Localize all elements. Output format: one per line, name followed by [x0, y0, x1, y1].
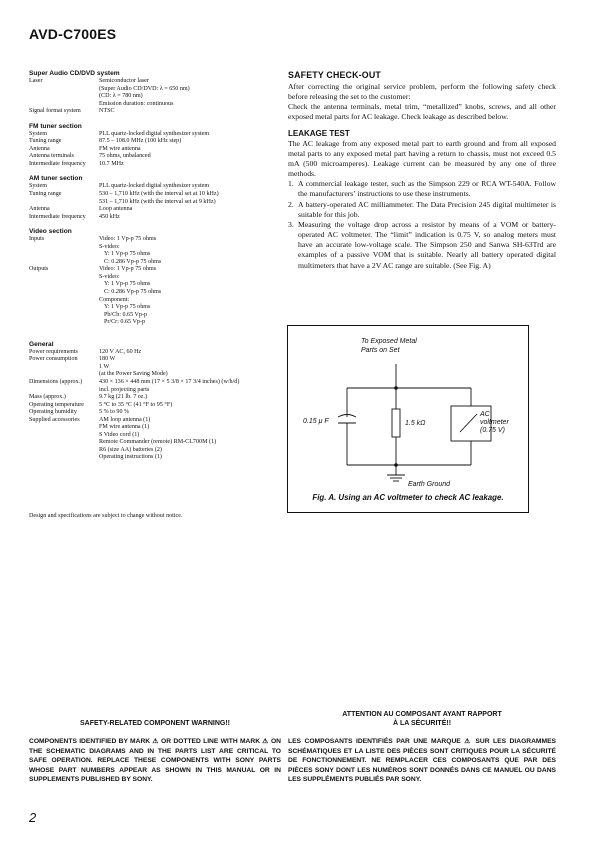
- section-title-am: AM tuner section: [29, 175, 83, 183]
- spec-value: [99, 138, 281, 146]
- spec-value: [99, 206, 281, 214]
- list-number: 1.: [288, 179, 294, 189]
- exposed-metal-label-2: Parts on Set: [361, 347, 400, 354]
- warning-title-fr: [288, 710, 556, 728]
- spec-value-line: 530 – 1,710 kHz (with the interval set at 10 kHz): [99, 191, 219, 198]
- spec-value: [99, 266, 281, 326]
- spec-value-line: Semiconductor laser: [99, 78, 149, 84]
- design-note: Design and specifications are subject to change without notice.: [29, 513, 183, 519]
- spec-label: Tuning range: [29, 191, 62, 198]
- spec-value-line: 430 × 136 × 448 mm (17 × 5 3/8 × 17 3/4 inches) (w/h/d): [99, 378, 240, 385]
- meter-label-1: AC: [480, 411, 490, 418]
- spec-value: [99, 108, 281, 116]
- spec-value-line: Video: 1 Vp-p 75 ohms: [99, 236, 157, 243]
- spec-row: [29, 379, 281, 394]
- ground-label: Earth Ground: [408, 481, 451, 488]
- spec-label: Antenna terminals: [29, 153, 74, 160]
- spec-value-line: 5 % to 90 %: [99, 409, 130, 416]
- spec-label: Tuning range: [29, 138, 62, 145]
- spec-row: [29, 183, 281, 191]
- spec-value: [99, 349, 281, 357]
- warning-title-fr-line-1: ATTENTION AU COMPOSANT AYANT RAPPORT: [342, 711, 502, 718]
- leakage-circuit-diagram: [288, 326, 528, 512]
- spec-label: Mass (approx.): [29, 394, 66, 401]
- spec-value-line: Remote Commander (remote) RM-CL700M (1): [99, 439, 217, 446]
- spec-value: [99, 183, 281, 191]
- list-item: [288, 220, 556, 271]
- spec-value-line: Y: 1 Vp-p 75 ohms: [104, 281, 151, 288]
- spec-label: Inputs: [29, 236, 45, 243]
- spec-value-line: 1 W: [99, 363, 110, 370]
- spec-value-line: incl. projecting parts: [99, 386, 150, 393]
- spec-value-line: Video: 1 Vp-p 75 ohms: [99, 266, 157, 273]
- spec-row: [29, 191, 281, 206]
- spec-value-line: 87.5 – 108.0 MHz (100 kHz step): [99, 138, 182, 145]
- spec-value-line: 120 V AC, 60 Hz: [99, 348, 142, 355]
- spec-label: Antenna: [29, 145, 50, 152]
- spec-row: [29, 78, 281, 108]
- page-number: 2: [29, 810, 37, 825]
- spec-value: [99, 153, 281, 161]
- spec-value-line: FM wire antenna (1): [99, 424, 150, 431]
- spec-row: [29, 356, 281, 379]
- section-title-sacd: Super Audio CD/DVD system: [29, 70, 120, 77]
- spec-value: [99, 236, 281, 266]
- spec-value-line: Operating instructions (1): [99, 454, 162, 461]
- list-text: A battery-operated AC milliammeter. The Data Precision 245 digital multimeter is suitable for this job.: [298, 199, 556, 219]
- safety-intro-2: Check the antenna terminals, metal trim, “metallized” knobs, screws, and all other exposed metal parts for AC leakage. Check leakage as described below.: [288, 102, 556, 122]
- spec-row: [29, 138, 281, 146]
- spec-value-line: Y: 1 Vp-p 75 ohms: [104, 304, 151, 311]
- spec-row: [29, 236, 281, 266]
- safety-checkout: [288, 70, 556, 271]
- spec-value: [99, 191, 281, 206]
- spec-value-line: S-video:: [99, 273, 120, 280]
- meter-label-3: (0.75 V): [480, 427, 505, 434]
- list-item: [288, 179, 556, 199]
- spec-value-line: Loop antenna: [99, 206, 133, 213]
- spec-label: Operating humidity: [29, 409, 77, 416]
- spec-label: Operating temperature: [29, 401, 84, 408]
- spec-row: [29, 409, 281, 417]
- spec-value-line: C: 0.286 Vp-p 75 ohms: [104, 289, 162, 296]
- spec-value-line: S-video:: [99, 243, 120, 250]
- spec-row: [29, 153, 281, 161]
- spec-value: [99, 356, 281, 379]
- warning-body-fr: LES COMPOSANTS IDENTIFIÉS PAR UNE MARQUE ⚠ SUR LES DIAGRAMMES SCHÉMATIQUES ET LA LISTE DES PIÈCES SONT CRITIQUES POUR LA SÉCURITÉ DE FONCTIONNEMENT. NE REMPLACER CES COMPOSANTS QUE PAR DES PIÈCES SONY DONT LES NUMÉROS SONT DONNÉS DANS CE MANUEL OU DANS LES SUPPLÉMENTS PUBLIÉS PAR SONY.: [288, 738, 556, 784]
- spec-value-line: 9.7 kg (21 lb. 7 oz.): [99, 394, 148, 401]
- spec-value-line: 531 – 1,710 kHz (with the interval set at 9 kHz): [99, 198, 216, 205]
- warning-title-fr-line-2: À LA SÉCURITÉ!!: [392, 720, 452, 727]
- spec-row: [29, 394, 281, 402]
- spec-label: Dimensions (approx.): [29, 378, 83, 385]
- section-title-general: General: [29, 340, 54, 348]
- list-number: 3.: [288, 219, 294, 229]
- spec-value: [99, 402, 281, 410]
- figure-caption: Fig. A. Using an AC voltmeter to check AC leakage.: [312, 493, 504, 502]
- spec-row: [29, 108, 281, 116]
- spec-value-line: (at the Power Saving Mode): [99, 371, 168, 378]
- resistor-label: 1.5 kΩ: [405, 420, 426, 427]
- spec-row: [29, 402, 281, 410]
- spec-value: [99, 146, 281, 154]
- section-title-fm: FM tuner section: [29, 122, 82, 130]
- spec-row: [29, 206, 281, 214]
- spec-value-line: Component:: [99, 296, 130, 303]
- spec-value: [99, 379, 281, 394]
- spec-value-line: (Super Audio CD/DVD: λ = 650 nm): [99, 85, 190, 92]
- spec-value-line: R6 (size AA) batteries (2): [99, 446, 162, 453]
- spec-label: Intermediate frequency: [29, 160, 86, 167]
- spec-label: Power requirements: [29, 348, 78, 355]
- spec-value-line: Y: 1 Vp-p 75 ohms: [104, 251, 151, 258]
- spec-value: [99, 394, 281, 402]
- spec-value-line: Pb/Cb: 0.65 Vp-p: [104, 311, 148, 318]
- section-title-video: Video section: [29, 228, 72, 236]
- exposed-metal-label-1: To Exposed Metal: [361, 338, 417, 345]
- resistor-body: [392, 409, 400, 437]
- spec-row: [29, 349, 281, 357]
- spec-value-line: (CD: λ = 780 nm): [99, 93, 143, 100]
- spec-label: Power consumption: [29, 356, 78, 363]
- spec-value: [99, 78, 281, 108]
- spec-row: [29, 266, 281, 326]
- spec-value-line: 450 kHz: [99, 213, 120, 220]
- spec-label: Supplied accessories: [29, 416, 80, 423]
- spec-value-line: 5 °C to 35 °C (41 °F to 95 °F): [99, 401, 173, 408]
- spec-row: [29, 161, 281, 169]
- spec-row: [29, 146, 281, 154]
- spec-value-line: NTSC: [99, 108, 115, 115]
- list-text: A commercial leakage tester, such as the Simpson 229 or RCA WT-540A. Follow the manufacturers’ instructions to use these instruments.: [298, 179, 556, 199]
- spec-value-line: 10.7 MHz: [99, 160, 124, 167]
- spec-value: [99, 417, 281, 462]
- leakage-test-body: The AC leakage from any exposed metal part to earth ground and from all exposed metal parts to any exposed metal part having a return to chassis, must not exceed 0.5 mA (500 microamperes). Leakage current can be measured by any one of three methods.: [288, 138, 556, 179]
- warning-body-en: COMPONENTS IDENTIFIED BY MARK ⚠ OR DOTTED LINE WITH MARK ⚠ ON THE SCHEMATIC DIAGRAMS AND IN THE PARTS LIST ARE CRITICAL TO SAFE OPERATION. REPLACE THESE COMPONENTS WITH SONY PARTS WHOSE PART NUMBERS APPEAR AS SHOWN IN THIS MANUAL OR IN SUPPLEMENTS PUBLISHED BY SONY.: [29, 738, 281, 784]
- safety-title: SAFETY CHECK-OUT: [288, 70, 381, 80]
- spec-value-line: FM wire antenna: [99, 145, 141, 152]
- spec-row: [29, 417, 281, 462]
- spec-value-line: PLL quartz-locked digital synthesizer system: [99, 130, 210, 137]
- spec-value: [99, 161, 281, 169]
- spec-value-line: 180 W: [99, 356, 116, 363]
- spec-label: Outputs: [29, 266, 49, 273]
- spec-value-line: PLL quartz-locked digital synthesizer system: [99, 183, 210, 190]
- capacitor-label: 0.15 μ F: [303, 418, 329, 425]
- list-item: [288, 200, 556, 220]
- spec-label: Antenna: [29, 206, 50, 213]
- voltmeter-needle: [460, 414, 477, 432]
- spec-value-line: 75 ohms, unbalanced: [99, 153, 151, 160]
- spec-value-line: Emission duration: continuous: [99, 100, 174, 107]
- spec-value-line: C: 0.286 Vp-p 75 ohms: [104, 258, 162, 265]
- spec-value: [99, 214, 281, 222]
- spec-row: [29, 214, 281, 222]
- spec-label: Intermediate frequency: [29, 213, 86, 220]
- leakage-test-title: LEAKAGE TEST: [288, 128, 350, 138]
- spec-value-line: S Video cord (1): [99, 431, 140, 438]
- spec-label: System: [29, 183, 47, 190]
- junction-dot: [394, 386, 398, 390]
- junction-dot: [394, 463, 398, 467]
- spec-value-line: AM loop antenna (1): [99, 416, 151, 423]
- figure-a: [287, 325, 529, 513]
- spec-label: System: [29, 130, 47, 137]
- list-text: Measuring the voltage drop across a resistor by means of a VOM or battery-operated AC voltmeter. The “limit” indication is 0.75 V, so analog meters must have an accurate low-voltage scale. The Simpson 250 and Sanwa SH-63Trd are examples of a passive VOM that is suitable. Nearly all battery operated digital multimeters that have a 2V AC range are suitable. (See Fig. A): [298, 219, 556, 270]
- spec-label: Signal format system: [29, 108, 81, 115]
- specifications: [29, 70, 281, 462]
- spec-value: [99, 409, 281, 417]
- safety-intro: After correcting the original service problem, perform the following safety check before releasing the set to the customer:: [288, 82, 556, 102]
- spec-label: Laser: [29, 78, 43, 84]
- warning-title-en: SAFETY-RELATED COMPONENT WARNING!!: [80, 720, 230, 727]
- meter-label-2: voltmeter: [480, 419, 509, 426]
- page-title: AVD-C700ES: [29, 26, 117, 42]
- list-number: 2.: [288, 199, 294, 209]
- spec-value-line: Pr/Cr: 0.65 Vp-p: [104, 319, 146, 326]
